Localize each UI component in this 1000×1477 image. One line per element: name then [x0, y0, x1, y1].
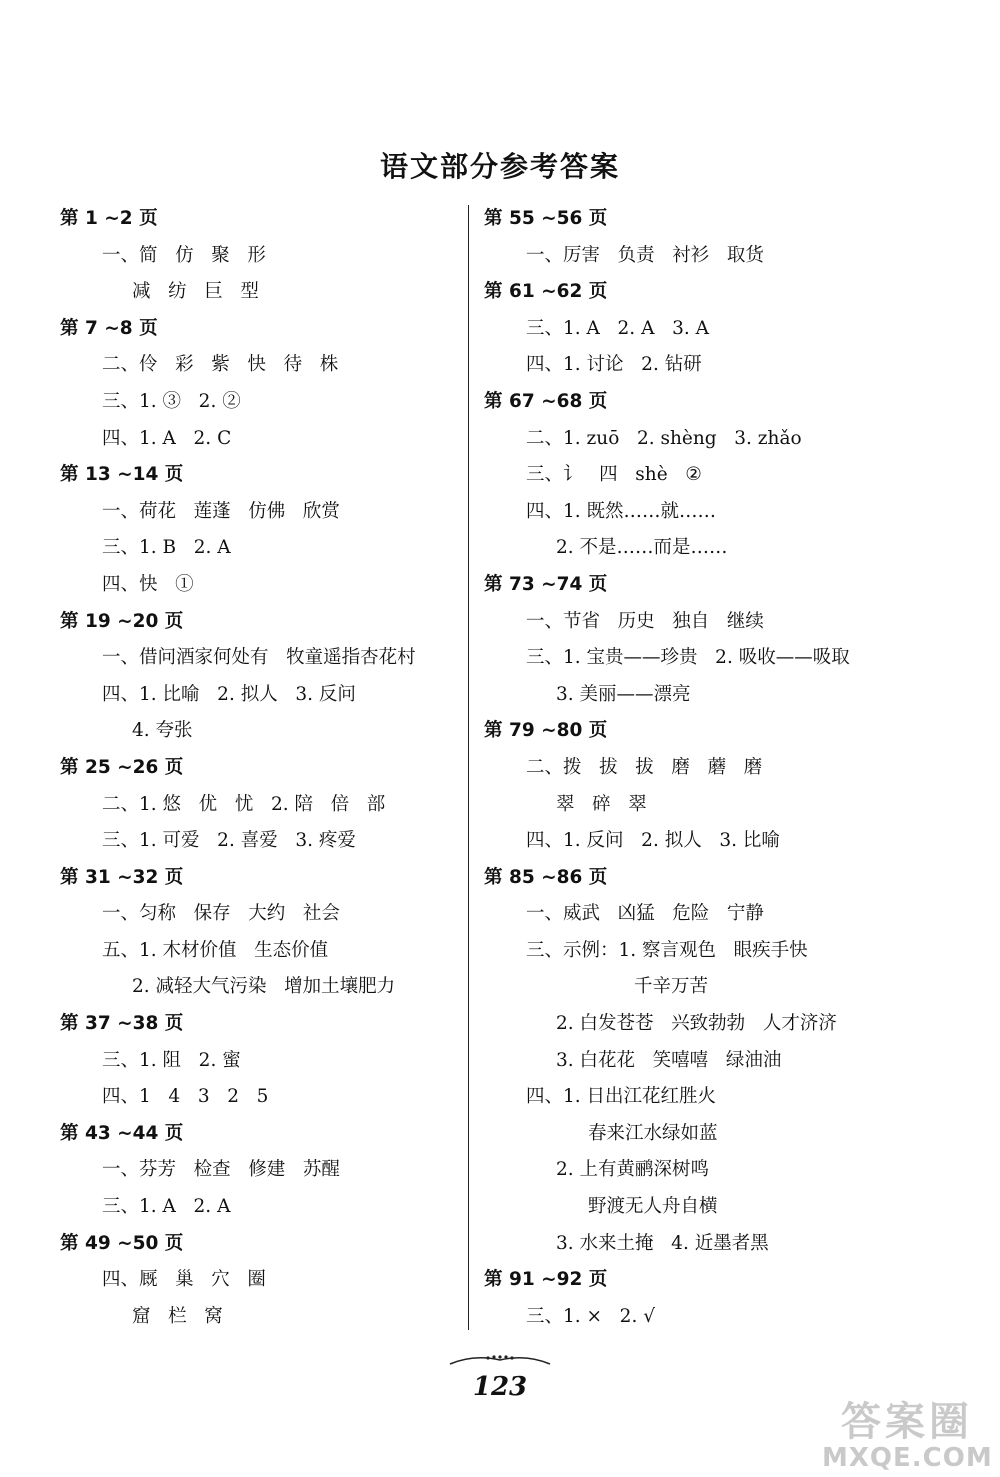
section-heading: 第 19 ~20 页	[60, 610, 184, 632]
answer-line: 四、厩 巢 穴 圈	[102, 1269, 266, 1291]
answer-line: 三、讠 四 shè ②	[526, 464, 702, 486]
answer-line: 三、1. A 2. A 3. A	[526, 317, 709, 339]
answer-line: 春来江水绿如蓝	[588, 1122, 718, 1144]
answer-line: 四、快 ①	[102, 573, 194, 595]
answer-line: 4. 夸张	[132, 720, 193, 742]
answer-line: 五、1. 木材价值 生态价值	[102, 939, 329, 961]
section-heading: 第 61 ~62 页	[484, 281, 608, 303]
answer-line: 一、节省 历史 独自 继续	[526, 610, 764, 632]
answer-line: 三、1. 阻 2. 蜜	[102, 1049, 241, 1071]
section-heading: 第 55 ~56 页	[484, 208, 608, 229]
answer-line: 窟 栏 窝	[132, 1305, 223, 1327]
answer-line: 四、1. 讨论 2. 钻研	[526, 354, 702, 376]
answer-line: 二、1. zuō 2. shèng 3. zhǎo	[526, 427, 802, 449]
section-heading: 第 73 ~74 页	[484, 573, 608, 595]
answer-line: 2. 减轻大气污染 增加土壤肥力	[132, 976, 396, 998]
answer-line: 一、匀称 保存 大约 社会	[102, 903, 340, 925]
answer-line: 三、1. × 2. √	[526, 1305, 655, 1327]
section-heading: 第 25 ~26 页	[60, 756, 184, 778]
answer-line: 一、荷花 莲蓬 仿佛 欣赏	[102, 500, 340, 522]
answer-line: 一、借问酒家何处有 牧童遥指杏花村	[102, 647, 416, 669]
page-number: 123	[472, 1372, 528, 1402]
answer-line: 三、1. 宝贵——珍贵 2. 吸收——吸取	[526, 647, 850, 669]
answer-line: 二、伶 彩 紫 快 待 株	[102, 354, 339, 376]
answer-line: 四、1. 比喻 2. 拟人 3. 反问	[102, 683, 356, 705]
answer-line: 一、威武 凶猛 危险 宁静	[526, 903, 764, 925]
section-heading: 第 43 ~44 页	[60, 1122, 184, 1144]
answer-line: 一、芬芳 检查 修建 苏醒	[102, 1159, 340, 1181]
answer-line: 2. 白发苍苍 兴致勃勃 人才济济	[556, 1013, 837, 1035]
section-heading: 第 49 ~50 页	[60, 1232, 184, 1254]
answer-line: 3. 美丽——漂亮	[556, 683, 691, 705]
answer-line: 2. 不是……而是……	[556, 537, 728, 559]
answer-line: 3. 水来土掩 4. 近墨者黑	[556, 1232, 769, 1254]
left-answer-column	[60, 201, 460, 1335]
answer-line: 3. 白花花 笑嘻嘻 绿油油	[556, 1049, 782, 1071]
answer-line: 三、示例：1. 察言观色 眼疾手快	[526, 939, 808, 961]
answer-line: 野渡无人舟自横	[588, 1196, 718, 1218]
column-divider	[468, 205, 469, 1330]
section-heading: 第 13 ~14 页	[60, 464, 184, 486]
section-heading: 第 79 ~80 页	[484, 720, 608, 742]
answer-line: 一、厉害 负责 衬衫 取货	[526, 244, 764, 266]
answer-line: 三、1. ③ 2. ②	[102, 390, 241, 412]
page-number-ornament	[448, 1352, 552, 1368]
answer-line: 四、1. 既然……就……	[526, 500, 717, 522]
answer-line: 四、1. 反问 2. 拟人 3. 比喻	[526, 830, 780, 852]
section-heading: 第 31 ~32 页	[60, 866, 184, 888]
answer-line: 减 纺 巨 型	[132, 281, 259, 303]
answer-line: 四、1. A 2. C	[102, 427, 232, 449]
answer-line: 三、1. 可爱 2. 喜爱 3. 疼爱	[102, 830, 356, 852]
section-heading: 第 85 ~86 页	[484, 866, 608, 888]
watermark-en: MXQE.COM	[822, 1443, 993, 1473]
answer-line: 二、拨 拔 拔 磨 蘑 磨	[526, 756, 763, 778]
watermark-logo	[822, 1390, 992, 1473]
section-heading: 第 91 ~92 页	[484, 1269, 608, 1291]
answer-line: 二、1. 悠 优 忧 2. 陪 倍 部	[102, 793, 386, 815]
section-heading: 第 67 ~68 页	[484, 390, 608, 412]
answer-line: 三、1. A 2. A	[102, 1196, 231, 1218]
answer-line: 四、1 4 3 2 5	[102, 1086, 269, 1108]
answer-line: 一、简 仿 聚 形	[102, 244, 266, 266]
answer-line: 四、1. 日出江花红胜火	[526, 1086, 717, 1108]
section-heading: 第 37 ~38 页	[60, 1013, 184, 1035]
watermark-cn: 答案圈	[841, 1399, 973, 1445]
right-answer-column	[484, 201, 984, 1335]
section-heading: 第 1 ~2 页	[60, 208, 158, 229]
page-title: 语文部分参考答案	[379, 150, 620, 183]
answer-line: 千辛万苦	[634, 976, 709, 998]
answer-line: 三、1. B 2. A	[102, 537, 231, 559]
answer-line: 翠 碎 翠	[556, 793, 647, 815]
section-heading: 第 7 ~8 页	[60, 317, 158, 339]
answer-line: 2. 上有黄鹂深树鸣	[556, 1159, 710, 1181]
